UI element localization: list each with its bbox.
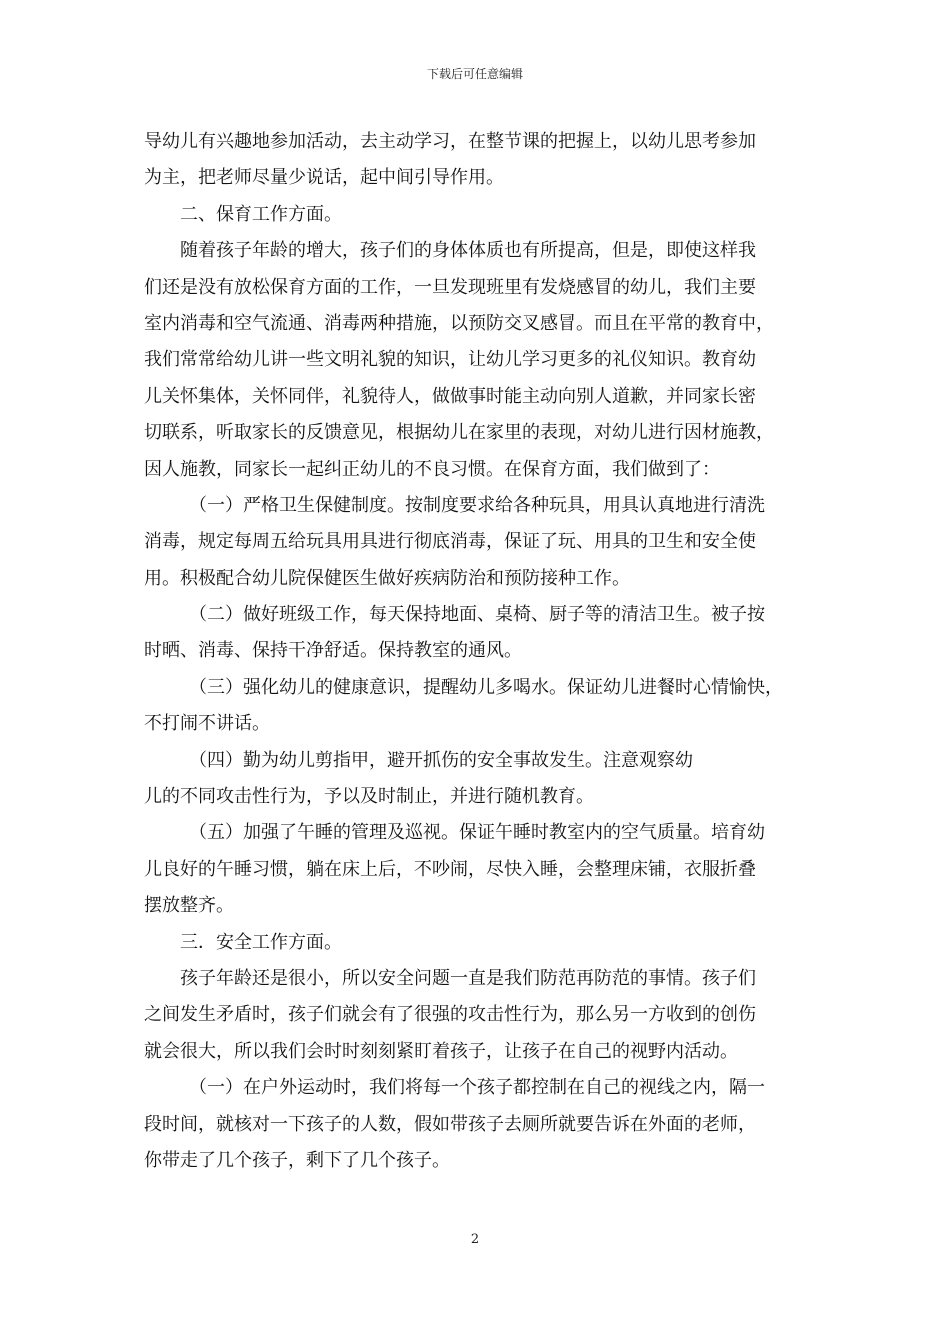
section-heading: 三．安全工作方面。 <box>180 931 342 953</box>
list-item-line: （四）勤为幼儿剪指甲，避开抓伤的安全事故发生。注意观察幼 <box>189 749 693 771</box>
text-line: 为主，把老师尽量少说话，起中间引导作用。 <box>144 167 504 189</box>
text-line: 们还是没有放松保育方面的工作，一旦发现班里有发烧感冒的幼儿，我们主要 <box>144 276 756 298</box>
text-line: 摆放整齐。 <box>144 895 234 917</box>
text-line: 你带走了几个孩子，剩下了几个孩子。 <box>144 1149 450 1171</box>
text-line: 儿良好的午睡习惯，躺在床上后，不吵闹，尽快入睡，会整理床铺，衣服折叠 <box>144 858 756 880</box>
text-line: 我们常常给幼儿讲一些文明礼貌的知识，让幼儿学习更多的礼仪知识。教育幼 <box>144 349 756 371</box>
section-heading: 二、保育工作方面。 <box>180 203 342 225</box>
text-line: 切联系，听取家长的反馈意见，根据幼儿在家里的表现，对幼儿进行因材施教， <box>144 422 774 444</box>
list-item-line: （二）做好班级工作，每天保持地面、桌椅、厨子等的清洁卫生。被子按 <box>189 604 765 626</box>
page-header-note: 下载后可任意编辑 <box>426 67 523 81</box>
text-line: 导幼儿有兴趣地参加活动，去主动学习，在整节课的把握上，以幼儿思考参加 <box>144 131 756 152</box>
text-line: 室内消毒和空气流通、消毒两种措施，以预防交叉感冒。而且在平常的教育中， <box>144 312 774 334</box>
list-item-line: （三）强化幼儿的健康意识，提醒幼儿多喝水。保证幼儿进餐时心情愉快， <box>189 676 783 698</box>
text-line: 段时间，就核对一下孩子的人数，假如带孩子去厕所就要告诉在外面的老师， <box>144 1113 756 1135</box>
document-body <box>144 124 824 1179</box>
text-line: 就会很大，所以我们会时时刻刻紧盯着孩子，让孩子在自己的视野内活动。 <box>144 1040 738 1062</box>
text-line: 用。积极配合幼儿院保健医生做好疾病防治和预防接种工作。 <box>144 567 630 589</box>
text-line: 时晒、消毒、保持干净舒适。保持教室的通风。 <box>144 640 522 662</box>
text-line: 因人施教，同家长一起纠正幼儿的不良习惯。在保育方面，我们做到了： <box>144 458 720 480</box>
text-line: 不打闹不讲话。 <box>144 713 270 735</box>
text-line: 消毒，规定每周五给玩具用具进行彻底消毒，保证了玩、用具的卫生和安全使 <box>144 531 756 553</box>
text-line: 之间发生矛盾时，孩子们就会有了很强的攻击性行为，那么另一方收到的创伤 <box>144 1004 756 1026</box>
text-line: 孩子年龄还是很小，所以安全问题一直是我们防范再防范的事情。孩子们 <box>180 967 756 989</box>
text-line: 随着孩子年龄的增大，孩子们的身体体质也有所提高，但是，即使这样我 <box>180 240 756 262</box>
list-item-line: （一）严格卫生保健制度。按制度要求给各种玩具，用具认真地进行清洗 <box>189 494 765 516</box>
list-item-line: （五）加强了午睡的管理及巡视。保证午睡时教室内的空气质量。培育幼 <box>189 822 765 844</box>
text-line: 儿关怀集体，关怀同伴，礼貌待人，做做事时能主动向别人道歉，并同家长密 <box>144 385 756 407</box>
text-line: 儿的不同攻击性行为，予以及时制止，并进行随机教育。 <box>144 786 594 808</box>
list-item-line: （一）在户外运动时，我们将每一个孩子都控制在自己的视线之内，隔一 <box>189 1077 765 1099</box>
page-number: 2 <box>470 1232 480 1247</box>
